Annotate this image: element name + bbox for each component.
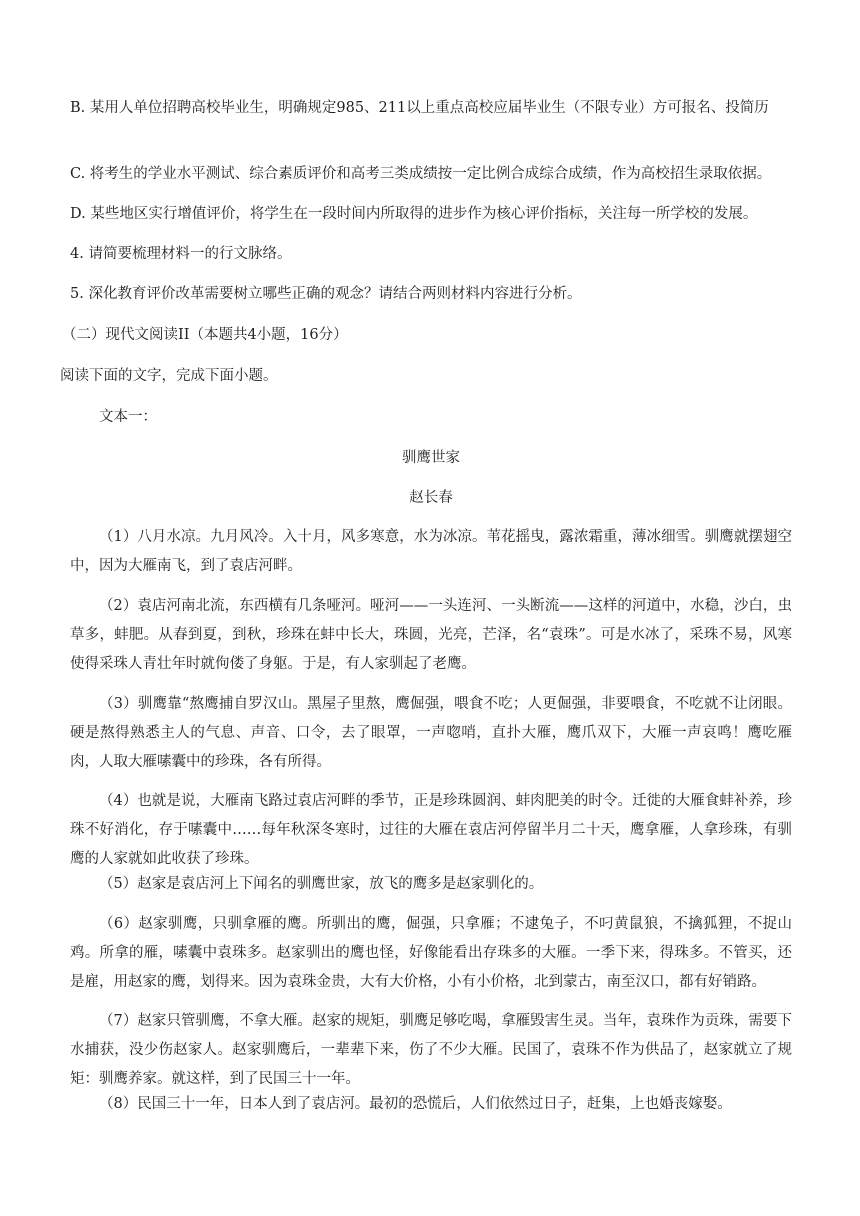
- paragraph-6: （6）赵家驯鹰，只驯拿雁的鹰。所驯出的鹰，倔强，只拿雁；不逮兔子，不叼黄鼠狼，不擒狐狸，不捉山鸡。所拿的雁，嗉囊中袁珠多。赵家驯出的鹰也怪，好像能看出存珠多的大雁。一季下来，得珠多。不管买，还是雇，用赵家的鹰，划得来。因为袁珠金贵，大有大价格，小有小价格，北到蒙古，南至汉口，都有好销路。: [70, 916, 792, 990]
- article-author: 赵长春: [409, 490, 453, 506]
- paragraph-3: （3）驯鹰靠“熬鹰捕自罗汉山。黑屋子里熬，鹰倔强，喂食不吃；人更倔强，非要喂食，不吃就不让闭眼。硬是熬得熟悉主人的气息、声音、口令，去了眼罩，一声唿哨，直扑大雁，鹰爪双下，大雁一声哀鸣！鹰吃雁肉，人取大雁嗉囊中的珍珠，各有所得。: [70, 696, 792, 770]
- section-instruction: 阅读下面的文字，完成下面小题。: [60, 368, 278, 384]
- text-label: 文本一：: [99, 409, 157, 425]
- option-b: B. 某用人单位招聘高校毕业生，明确规定985、211以上重点高校应届毕业生（不限专业）方可报名、投简历: [70, 100, 769, 116]
- paragraph-8: （8）民国三十一年，日本人到了袁店河。最初的恐慌后，人们依然过日子，赶集，上也婚丧嫁娶。: [99, 1096, 732, 1112]
- paragraph-2: （2）袁店河南北流，东西横有几条哑河。哑河——一头连河、一头断流——这样的河道中，水稳，沙白，虫草多，蚌肥。从春到夏，到秋，珍珠在蚌中长大，珠圆，光亮，芒泽，名“袁珠”。可是水冰了，采珠不易，风寒使得采珠人青壮年时就佝偻了身躯。于是，有人家驯起了老鹰。: [70, 598, 792, 672]
- question-5: 5. 深化教育评价改革需要树立哪些正确的观念？请结合两则材料内容进行分析。: [70, 286, 582, 302]
- article-title: 驯鹰世家: [402, 450, 460, 466]
- option-d: D. 某些地区实行增值评价，将学生在一段时间内所取得的进步作为核心评价指标，关注每一所学校的发展。: [70, 206, 758, 222]
- paragraph-4: （4）也就是说，大雁南飞路过袁店河畔的季节，正是珍珠圆润、蚌肉肥美的时令。迁徙的大雁食蚌补养，珍珠不好消化，存于嗉囊中……每年秋深冬寒时，过往的大雁在袁店河停留半月二十天，鹰拿雁，人拿珍珠，有驯鹰的人家就如此收获了珍珠。: [70, 793, 792, 867]
- section-heading: （二）现代文阅读II（本题共4小题，16分）: [62, 327, 348, 343]
- paragraph-7: （7）赵家只管驯鹰，不拿大雁。赵家的规矩，驯鹰足够吃喝，拿雁毁害生灵。当年，袁珠作为贡珠，需要下水捕获，没少伤赵家人。赵家驯鹰后，一辈辈下来，伤了不少大雁。民国了，袁珠不作为供品了，赵家就立了规矩：驯鹰养家。就这样，到了民国三十一年。: [70, 1013, 792, 1087]
- question-4: 4. 请简要梳理材料一的行文脉络。: [70, 246, 292, 262]
- paragraph-1: （1）八月水凉。九月风冷。入十月，风多寒意，水为冰凉。苇花摇曳，露浓霜重，薄冰细雪。驯鹰就摆翅空中，因为大雁南飞，到了袁店河畔。: [70, 529, 792, 574]
- option-c: C. 将考生的学业水平测试、综合素质评价和高考三类成绩按一定比例合成综合成绩，作为高校招生录取依据。: [70, 166, 772, 182]
- paragraph-5: （5）赵家是袁店河上下闻名的驯鹰世家，放飞的鹰多是赵家驯化的。: [99, 876, 544, 892]
